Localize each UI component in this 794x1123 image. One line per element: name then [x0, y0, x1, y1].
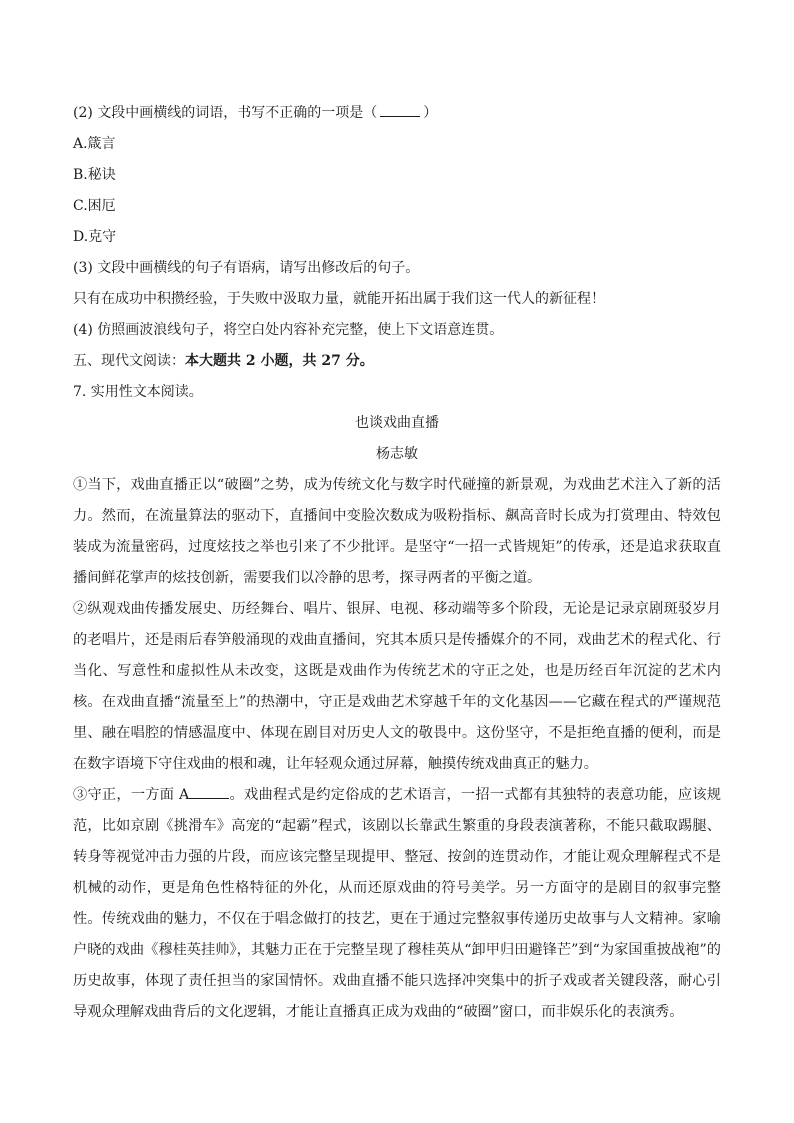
question-3-sentence: 只有在成功中积攒经验，于失败中汲取力量，就能开拓出属于我们这一代人的新征程！ — [73, 291, 605, 307]
answer-blank-a — [189, 784, 229, 799]
answer-blank — [380, 102, 420, 117]
paragraph-3-rest: 。戏曲程式是约定俗成的艺术语言，一招一式都有其独特的表意功能，应该规范，比如京剧《挑滑车》高宠的“起霸”程式，该剧以长靠武生繁重的身段表演著称，不能只截取踢腿、转身等视觉冲击力强的片段，而应该完整呈现提甲、整冠、按剑的连贯动作，才能让观众理解程式不是机械的动作，更是角色性格特征的外化，从而还原戏曲的符号美学。另一方面守的是剧目的叙事完整性。传统戏曲的魅力，不仅在于唱念做打的技艺，更在于通过完整叙事传递历史故事与人文精神。家喻户晓的戏曲《穆桂英挂帅》，其魅力正在于完整呈现了穆桂英从“卸甲归田避锋芒”到“为家国重披战袍”的历史故事，体现了责任担当的家国情怀。戏曲直播不能只选择冲突集中的折子戏或者关键段落，耐心引导观众理解戏曲背后的文化逻辑，才能让直播真正成为戏曲的“破圈”窗口，而非娱乐化的表演秀。 — [73, 787, 721, 1020]
section-5-heading — [73, 346, 721, 377]
article-paragraph-3 — [73, 780, 721, 1028]
question-7-stem: 7. 实用性文本阅读。 — [73, 384, 203, 400]
question-2-stem — [73, 98, 721, 129]
question-2-stem-close: ） — [423, 105, 438, 121]
section-5-prefix: 五、现代文阅读： — [73, 353, 185, 369]
section-5-desc: 本大题共 2 小题，共 27 分。 — [185, 353, 374, 369]
option-d: D.克守 — [73, 229, 117, 245]
option-a: A.箴言 — [73, 136, 116, 152]
article-paragraph-2: ②纵观戏曲传播发展史、历经舞台、唱片、银屏、电视、移动端等多个阶段，无论是记录京剧斑驳岁月的老唱片，还是雨后春笋般涌现的戏曲直播间，究其本质只是传播媒介的不同，戏曲艺术的程式化、行当化、写意性和虚拟性从未改变，这既是戏曲作为传统艺术的守正之处，也是历经百年沉淀的艺术内核。在戏曲直播“流量至上”的热潮中，守正是戏曲艺术穿越千年的文化基因——它藏在程式的严谨规范里、融在唱腔的情感温度中、体现在剧目对历史人文的敬畏中。这份坚守，不是拒绝直播的便利，而是在数字语境下守住戏曲的根和魂，让年轻观众通过屏幕，触摸传统戏曲真正的魅力。 — [73, 601, 721, 772]
article-title: 也谈戏曲直播 — [355, 415, 439, 431]
question-3-stem: (3) 文段中画横线的句子有语病，请写出修改后的句子。 — [73, 260, 420, 276]
option-c: C.困厄 — [73, 198, 116, 214]
question-2-stem-text: (2) 文段中画横线的词语，书写不正确的一项是（ — [73, 105, 378, 121]
option-b: B.秘诀 — [73, 167, 116, 183]
document-page — [73, 100, 721, 1028]
article-paragraph-1: ①当下，戏曲直播正以“破圈”之势，成为传统文化与数字时代碰撞的新景观，为戏曲艺术注入了新的活力。然而，在流量算法的驱动下，直播间中变脸次数成为吸粉指标、飙高音时长成为打赏理由、特效包装成为流量密码，过度炫技之举也引来了不少批评。是坚守“一招一式皆规矩”的传承，还是追求获取直播间鲜花掌声的炫技创新，需要我们以冷静的思考，探寻两者的平衡之道。 — [73, 477, 721, 586]
question-4-stem: (4) 仿照画波浪线句子，将空白处内容补充完整，使上下文语意连贯。 — [73, 322, 504, 338]
paragraph-3-start: ③守正，一方面 A — [73, 787, 190, 803]
article-author: 杨志敏 — [376, 446, 418, 462]
